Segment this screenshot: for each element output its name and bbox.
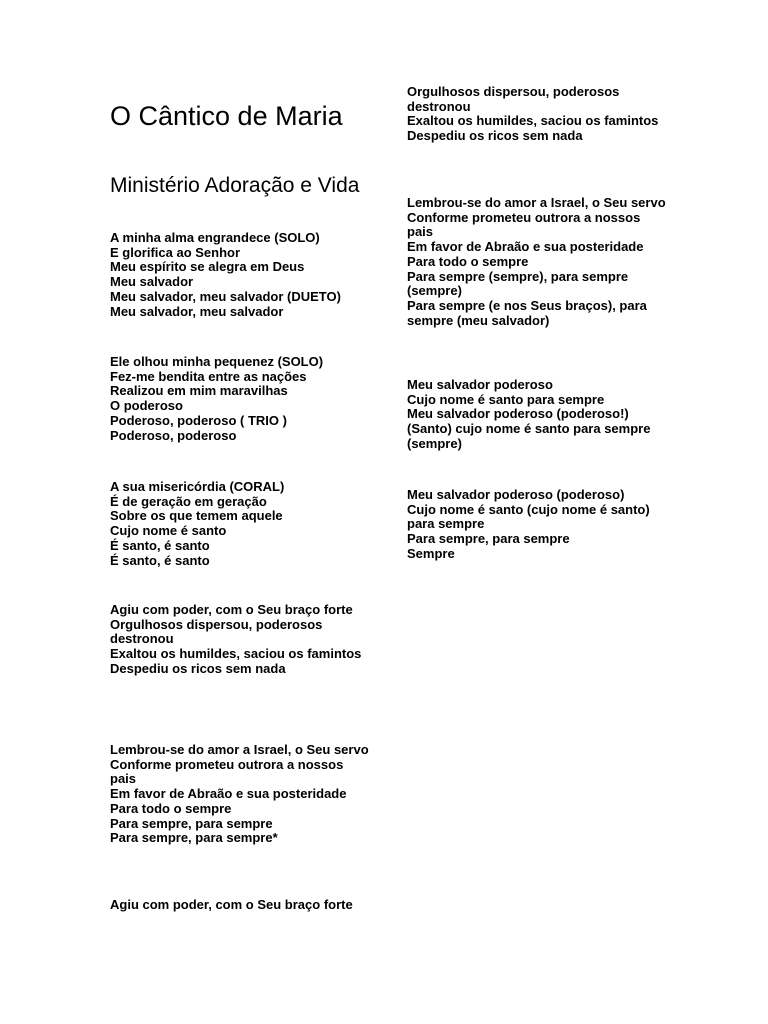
lyric-line: É de geração em geração xyxy=(110,493,267,509)
lyric-line: Poderoso, poderoso xyxy=(110,427,237,443)
lyric-line: Para todo o sempre xyxy=(110,800,232,816)
lyric-stanza xyxy=(407,196,669,328)
lyric-line: A sua misericórdia (CORAL) xyxy=(110,479,285,494)
lyric-line: Despediu os ricos sem nada xyxy=(110,660,286,676)
lyric-stanza xyxy=(110,603,372,677)
lyric-line: Lembrou-se do amor a Israel, o Seu servo xyxy=(407,195,666,210)
lyric-line: Em favor de Abraão e sua posteridade xyxy=(110,786,347,802)
lyric-line: Ele olhou minha pequenez (SOLO) xyxy=(110,354,324,369)
lyric-line: Cujo nome é santo para sempre xyxy=(407,391,605,407)
lyric-line: Para sempre (sempre), para sempre (sempre) xyxy=(407,268,629,299)
lyric-stanza xyxy=(407,85,669,144)
lyric-line: Cujo nome é santo (cujo nome é santo) para sempre xyxy=(407,501,650,532)
lyric-line: Sobre os que temem aquele xyxy=(110,508,283,524)
lyric-line: Meu salvador poderoso (poderoso!) xyxy=(407,406,629,422)
lyric-stanza xyxy=(407,378,669,452)
lyric-line: Para sempre, para sempre xyxy=(110,815,273,831)
lyric-line: E glorifica ao Senhor xyxy=(110,244,241,260)
lyric-line: Para sempre, para sempre* xyxy=(110,830,278,846)
lyric-line: Cujo nome é santo xyxy=(110,523,227,539)
lyric-line: Lembrou-se do amor a Israel, o Seu servo xyxy=(110,742,369,757)
lyric-line: Para sempre (e nos Seus braços), para sempre (meu salvador) xyxy=(407,297,647,328)
lyric-line: Para sempre, para sempre xyxy=(407,531,570,547)
lyric-line: Conforme prometeu outrora a nossos pais xyxy=(110,756,344,787)
lyric-stanza xyxy=(110,355,372,443)
song-subtitle: Ministério Adoração e Vida xyxy=(110,174,360,197)
lyric-line: (Santo) cujo nome é santo para sempre (sempre) xyxy=(407,421,651,451)
lyric-line: A minha alma engrandece (SOLO) xyxy=(110,230,320,245)
lyric-stanza xyxy=(407,488,669,562)
lyric-line: Meu salvador, meu salvador (DUETO) xyxy=(110,288,341,304)
lyric-stanza xyxy=(110,743,372,846)
lyric-stanza xyxy=(110,231,372,319)
lyric-line: Meu salvador poderoso (poderoso) xyxy=(407,487,625,502)
lyric-stanza xyxy=(110,480,372,568)
song-title: O Cântico de Maria xyxy=(110,101,343,131)
lyric-line: Fez-me bendita entre as nações xyxy=(110,368,307,384)
lyric-line: É santo, é santo xyxy=(110,537,210,553)
lyric-line: Orgulhosos dispersou, poderosos destronou xyxy=(407,84,620,114)
lyric-line: Para todo o sempre xyxy=(407,253,529,269)
lyric-stanza xyxy=(110,898,372,913)
lyric-line: Despediu os ricos sem nada xyxy=(407,128,583,144)
lyric-line: Realizou em mim maravilhas xyxy=(110,383,288,399)
lyric-line: Agiu com poder, com o Seu braço forte xyxy=(110,897,353,912)
lyric-line: Agiu com poder, com o Seu braço forte xyxy=(110,602,353,617)
lyric-line: É santo, é santo xyxy=(110,552,210,568)
lyric-line: Conforme prometeu outrora a nossos pais xyxy=(407,209,641,240)
lyric-line: Exaltou os humildes, saciou os famintos xyxy=(407,113,659,129)
lyric-line: Meu salvador, meu salvador xyxy=(110,303,284,319)
lyric-line: O poderoso xyxy=(110,398,183,414)
lyric-line: Meu espírito se alegra em Deus xyxy=(110,259,305,275)
lyric-line: Em favor de Abraão e sua posteridade xyxy=(407,239,644,255)
lyric-line: Poderoso, poderoso ( TRIO ) xyxy=(110,412,287,428)
lyric-line: Sempre xyxy=(407,545,455,561)
lyric-line: Meu salvador xyxy=(110,274,194,290)
lyric-line: Exaltou os humildes, saciou os famintos xyxy=(110,646,362,662)
lyric-line: Meu salvador poderoso xyxy=(407,377,553,392)
lyric-line: Orgulhosos dispersou, poderosos destronou xyxy=(110,616,323,647)
